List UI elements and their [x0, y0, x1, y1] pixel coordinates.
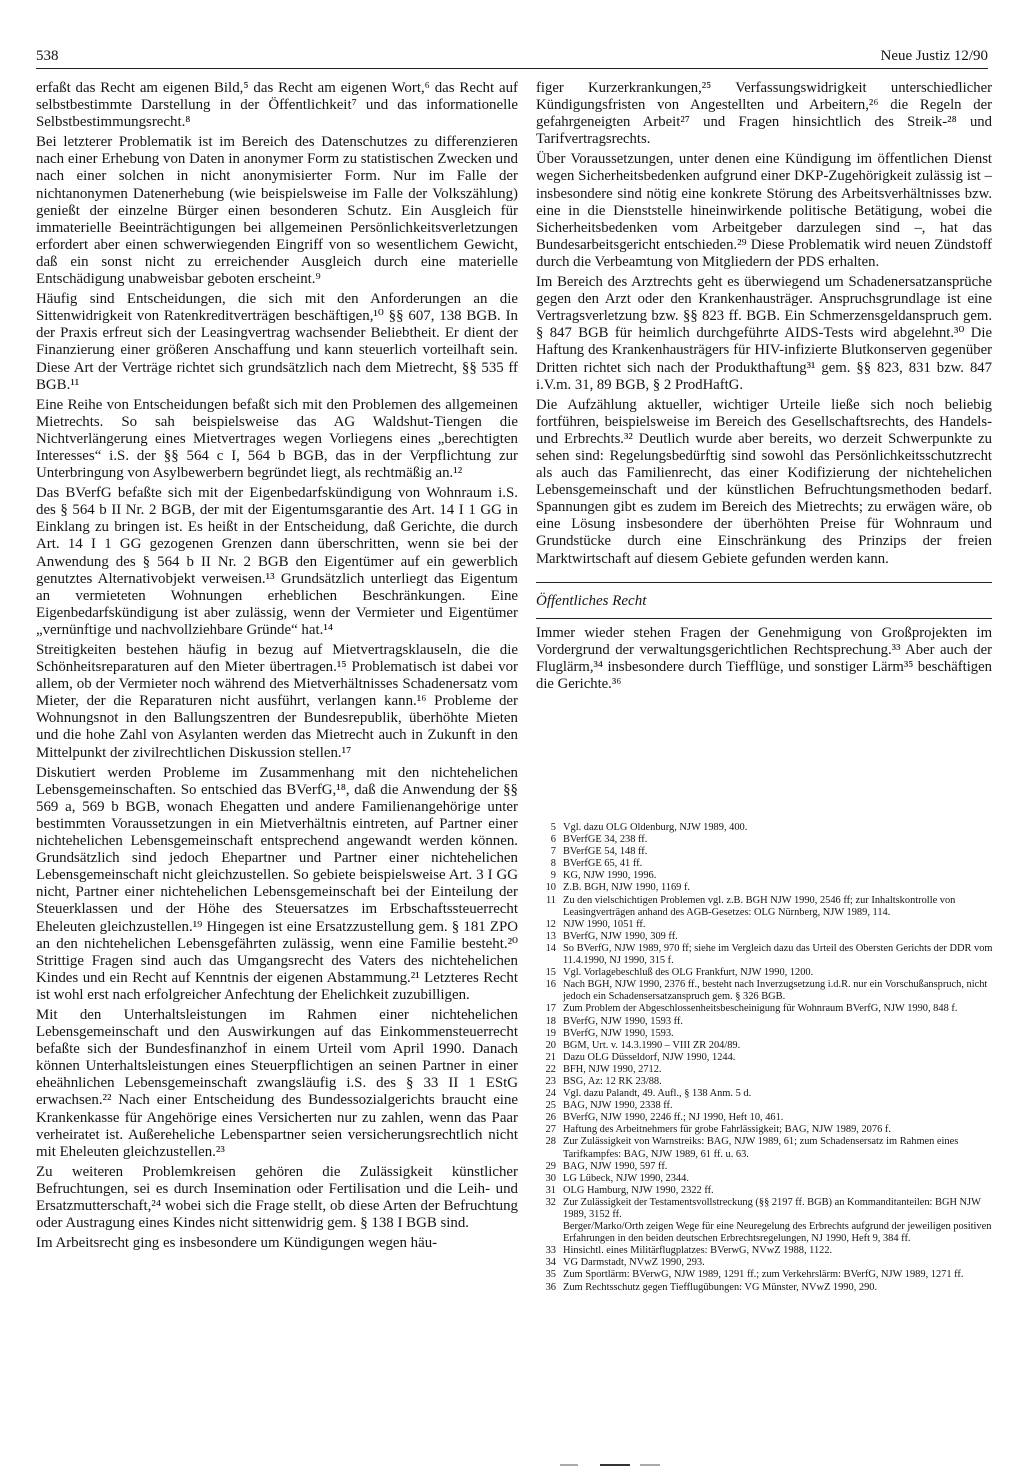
footnote-number: 15	[545, 967, 556, 979]
footnote	[536, 1257, 996, 1269]
footnote	[536, 858, 996, 870]
right-column	[536, 80, 992, 696]
footnote-text: BSG, Az: 12 RK 23/88.	[563, 1075, 662, 1087]
footnote-number: 19	[545, 1027, 556, 1039]
footnote	[536, 1173, 996, 1185]
footnote-text: Vgl. Vorlagebeschluß des OLG Frankfurt, NJW 1990, 1200.	[563, 967, 814, 979]
footnote-text: Zum Problem der Abgeschlossenheitsbescheinigung für Wohnraum BVerfG, NJW 1990, 848 f.	[563, 1003, 958, 1015]
footnote-text: LG Lübeck, NJW 1990, 2344.	[563, 1172, 689, 1184]
footnote	[536, 1040, 996, 1052]
footnote-number: 7	[550, 846, 556, 858]
footnote-text: BFH, NJW 1990, 2712.	[563, 1063, 662, 1075]
footnote-number: 6	[550, 834, 556, 846]
footnote-number: 11	[545, 894, 556, 906]
paragraph: Bei letzterer Problematik ist im Bereich des Datenschutzes zu differenzieren nach einer Erhebung von Daten in anonymer Form zu statistischen Zwecken und nach einer solchen in nicht anonymisierter Form. Nur im Falle der nichtanonymen Datenerhebung (wie beispielsweise im Falle der Volkszählung) genießt der einzelne Bürger einen besonderen Schutz. Ein Ausgleich für immaterielle Beeinträchtigungen bei allgemeinen Persönlichkeitsverletzungen erfordert aber einen schwerwiegenden Eingriff von so wesentlichem Gewicht, daß ein sonst nicht zu erreichender Ausgleich durch eine materielle Entschädigung unabweisbar geboten erscheint.⁹	[36, 134, 518, 288]
footnote-number: 36	[545, 1281, 556, 1293]
footnote-number: 32	[545, 1196, 556, 1208]
footnote-text: BVerfG, NJW 1990, 1593 ff.	[563, 1015, 683, 1027]
footnote	[536, 967, 996, 979]
footnote	[536, 1028, 996, 1040]
footnote	[536, 931, 996, 943]
paragraph: Zu weiteren Problemkreisen gehören die Zulässigkeit künstlicher Befruchtungen, sei es durch Insemination oder Fertilisation und die Leih- und Ersatzmutterschaft,²⁴ wobei sich die Frage stellt, ob diese Arten der Befruchtung oder Austragung eines Kindes nicht sittenwidrig gem. § 138 I BGB sind.	[36, 1163, 518, 1232]
footnote-number: 31	[545, 1184, 556, 1196]
paragraph: Streitigkeiten bestehen häufig in bezug auf Mietvertragsklauseln, die die Schönheitsreparaturen auf den Mieter übertragen.¹⁵ Problematisch ist dabei vor allem, ob der Vermieter noch während des Mietverhältnisses Schadenersatz vom Mieter, der die Reparaturen nicht ausführt, verlangen kann.¹⁶ Probleme der Wohnungsnot in den Ballungszentren der Bundesrepublik, überhöhte Mieten und die hohe Zahl von Asylanten werden das Mietrecht auch in Zukunft in den Mittelpunkt der zivilrechtlichen Diskussion stellen.¹⁷	[36, 642, 518, 761]
paragraph: erfaßt das Recht am eigenen Bild,⁵ das Recht am eigenen Wort,⁶ das Recht auf selbstbestimmte Darstellung in der Öffentlichkeit⁷ und das informationelle Selbstbestimmungsrecht.⁸	[36, 80, 518, 131]
footnote	[536, 1185, 996, 1197]
footnote	[536, 822, 996, 834]
footnote-text: BVerfG, NJW 1990, 1593.	[563, 1027, 674, 1039]
footnote-number: 34	[545, 1257, 556, 1269]
footnote-number: 27	[545, 1124, 556, 1136]
footnote-number: 18	[545, 1015, 556, 1027]
footnote	[536, 1161, 996, 1173]
footnote-number: 9	[550, 870, 556, 882]
footnote	[536, 1052, 996, 1064]
footnote-number: 26	[545, 1112, 556, 1124]
footnote-text: BVerfGE 34, 238 ff.	[563, 834, 648, 846]
footnote	[536, 1221, 996, 1245]
footnote-number: 29	[545, 1160, 556, 1172]
section-heading: Öffentliches Recht	[536, 593, 992, 619]
footnote-number: 22	[545, 1063, 556, 1075]
footnote-number: 30	[545, 1172, 556, 1184]
footnote-number: 5	[550, 822, 556, 833]
footnote-text: Vgl. dazu OLG Oldenburg, NJW 1989, 400.	[563, 822, 748, 833]
footnote-number: 16	[545, 979, 556, 991]
footnote	[536, 1064, 996, 1076]
footnote-text: Nach BGH, NJW 1990, 2376 ff., besteht nach Inverzugsetzung i.d.R. nur ein Vorschußanspruch, nicht jedoch ein Schadensersatzanspruch gem. § 326 BGB.	[563, 979, 988, 1003]
footnote	[536, 1088, 996, 1100]
footnote-text: BAG, NJW 1990, 2338 ff.	[563, 1100, 673, 1112]
footnote-number: 12	[545, 918, 556, 930]
footnote	[536, 846, 996, 858]
footnote-number: 13	[545, 930, 556, 942]
footnote-text: Zur Zulässigkeit von Warnstreiks: BAG, NJW 1989, 61; zum Schadensersatz im Rahmen eines Tarifkampfes: BAG, NJW 1989, 61 ff. u. 63.	[563, 1136, 959, 1160]
footnote-text: NJW 1990, 1051 ff.	[563, 918, 646, 930]
footnote	[536, 1124, 996, 1136]
footnote-number: 17	[545, 1003, 556, 1015]
footnote-number: 25	[545, 1100, 556, 1112]
paragraph: figer Kurzerkrankungen,²⁵ Verfassungswidrigkeit unterschiedlicher Kündigungsfristen von Angestellten und Arbeitern,²⁶ die Regeln der gefahrgeneigten Arbeit²⁷ und Fragen hinsichtlich des Streik-²⁸ und Tarifvertragsrechts.	[536, 80, 992, 148]
footnotes	[536, 822, 996, 1294]
paragraph: Die Aufzählung aktueller, wichtiger Urteile ließe sich noch beliebig fortführen, beispielsweise im Bereich des Gesellschaftsrechts, des Handels- und Erbrechts.³² Deutlich wurde aber bereits, wo derzeit Schwerpunkte zu sehen sind: Regelungsbedürftig sind sowohl das Persönlichkeitsschutzrecht als auch das Familienrecht, das einer Kodifizierung der nichtehelichen Lebensgemeinschaft und der künstlichen Befruchtungsmethoden bedarf. Spannungen gibt es zudem im Bereich des Mietrechts; zu erwägen wäre, ob eine Lösung insbesondere der überhöhten Preise für Wohnraum und Grundstücke durch eine Einschränkung des Prinzips der freien Marktwirtschaft auf diesem Gebiete gefunden werden kann.	[536, 396, 992, 567]
footnote-text: VG Darmstadt, NVwZ 1990, 293.	[563, 1257, 705, 1269]
section-divider	[536, 582, 992, 583]
footnote-number: 33	[545, 1245, 556, 1257]
footnote-text: BVerfG, NJW 1990, 309 ff.	[563, 930, 678, 942]
paragraph: Mit den Unterhaltsleistungen im Rahmen einer nichtehelichen Lebensgemeinschaft und den Auswirkungen auf das Einkommensteuerrecht befaßte sich der Bundesfinanzhof in einem Urteil vom April 1990. Danach können Unterhaltsleistungen eines Steuerpflichtigen an seinen Partner in einer eheähnlichen Lebensgemeinschaft zwangsläufig i.S. des § 33 II 1 EStG erwachsen.²² Nach einer Entscheidung des Bundessozialgerichts braucht eine Krankenkasse für Angehörige eines Versicherten nur zu zahlen, wenn das Paar verheiratet ist. Außereheliche Lebenspartner seien versicherungsrechtlich nicht mit Eheleuten gleichzustellen.²³	[36, 1006, 518, 1160]
footnote-number: 23	[545, 1075, 556, 1087]
footnote-text: Z.B. BGH, NJW 1990, 1169 f.	[563, 882, 690, 894]
footnote-text: BAG, NJW 1990, 597 ff.	[563, 1160, 668, 1172]
paragraph: Im Bereich des Arztrechts geht es überwiegend um Schadenersatzansprüche gegen den Arzt oder den Krankenhausträger. Anspruchsgrundlage ist eine Vertragsverletzung bzw. §§ 823 ff. BGB. Ein Schmerzensgeldanspruch gem. § 847 BGB für heimlich durchgeführte AIDS-Tests wird abgelehnt.³⁰ Die Haftung des Krankenhausträgers für HIV-infizierte Blutkonserven gegenüber Dritten richtet sich nach der Produkthaftung³¹ gem. §§ 823, 831 bzw. 847 i.V.m. 31, 89 BGB, § 2 ProdHaftG.	[536, 274, 992, 393]
paragraph: Immer wieder stehen Fragen der Genehmigung von Großprojekten im Vordergrund der verwaltungsgerichtlichen Rechtsprechung.³³ Aber auch der Fluglärm,³⁴ insbesondere durch Tiefflüge, und sonstiger Lärm³⁵ beschäftigen die Gerichte.³⁶	[536, 624, 992, 692]
paragraph: Diskutiert werden Probleme im Zusammenhang mit den nichtehelichen Lebensgemeinschaften. So entschied das BVerfG,¹⁸, daß die Anwendung der §§ 569 a, 569 b BGB, wonach Ehegatten und andere Familienangehörige unter bestimmten Voraussetzungen in ein Mietverhältnis eintreten, auf Partner einer nichtehelichen Lebensgemeinschaft entsprechend angewandt werden können. Grundsätzlich sind jedoch Ehepartner und Partner einer nichtehelichen Lebensgemeinschaft nicht gleichzustellen. So gebiete beispielsweise Art. 3 I GG nicht, Partner einer nichtehelichen Lebensgemeinschaft bei der Einteilung der Steuerklassen und der Höhe des Steuersatzes im Erbschaftssteuerrecht Eheleuten gleichzustellen.¹⁹ Hingegen ist eine Ersatzzustellung gem. § 181 ZPO an den nichtehelichen Lebensgefährten zulässig, wenn eine Familie besteht.²⁰ Strittige Fragen sind auch das Umgangsrecht des Vaters des nichtehelichen Kindes und ein Recht auf Kenntnis der eigenen Abstammung.²¹ Letzteres Recht ist wohl erst nach erfolgreicher Anfechtung der Ehelichkeit zuzubilligen.	[36, 764, 518, 1003]
print-mark	[560, 1462, 680, 1468]
footnote-text: BGM, Urt. v. 14.3.1990 – VIII ZR 204/89.	[563, 1039, 741, 1051]
footnote	[536, 1136, 996, 1160]
footnote	[536, 1197, 996, 1221]
footnote	[536, 919, 996, 931]
paragraph: Über Voraussetzungen, unter denen eine Kündigung im öffentlichen Dienst wegen Sicherheitsbedenken aufgrund einer DKP-Zugehörigkeit zulässig ist – insbesondere sind nötig eine konkrete Störung des Arbeitsverhältnisses bzw. eine in die Dienststelle hineinwirkende politische Betätigung, wobei die Sicherheitsbedenken vom Arbeitgeber darzulegen sind –, hat das Bundesarbeitsgericht entschieden.²⁹ Diese Problematik wird neuen Zündstoff durch die Verbeamtung von Mitgliedern der PDS erhalten.	[536, 151, 992, 270]
footnote-number: 28	[545, 1136, 556, 1148]
footnote-number	[536, 1221, 563, 1245]
footnote	[536, 870, 996, 882]
footnote-text: BVerfG, NJW 1990, 2246 ff.; NJ 1990, Heft 10, 461.	[563, 1112, 784, 1124]
footnote-text: KG, NJW 1990, 1996.	[563, 870, 657, 882]
footnote-number: 20	[545, 1039, 556, 1051]
footnote-text: Zum Rechtsschutz gegen Tiefflugübungen: VG Münster, NVwZ 1990, 290.	[563, 1281, 878, 1293]
footnote	[536, 943, 996, 967]
paragraph: Häufig sind Entscheidungen, die sich mit den Anforderungen an die Sittenwidrigkeit von Ratenkreditverträgen beschäftigen,¹⁰ §§ 607, 138 BGB. In der Praxis erfreut sich der Leasingvertrag wachsender Beliebtheit. Er dient der Finanzierung einer größeren Anschaffung und kann steuerlich vorteilhaft sein. Diese Art der Verträge richtet sich grundsätzlich nach dem Mietrecht, §§ 535 ff BGB.¹¹	[36, 291, 518, 393]
paragraph: Eine Reihe von Entscheidungen befaßt sich mit den Problemen des allgemeinen Mietrechts. So sah beispielsweise das AG Waldshut-Tiengen die Nichtverlängerung eines Mietvertrages wegen Vorliegens eines „berechtigten Interesses“ i.S. der §§ 564 c I, 564 b BGB, das in der Verpflichtung zur Unterbringung von Asylbewerbern begründet liegt, als rechtmäßig an.¹²	[36, 396, 518, 482]
footnote	[536, 1003, 996, 1015]
footnote-text: Zum Sportlärm: BVerwG, NJW 1989, 1291 ff.; zum Verkehrslärm: BVerfG, NJW 1989, 1271 ff.	[563, 1269, 964, 1281]
footnote-number: 24	[545, 1088, 556, 1100]
footnote	[536, 895, 996, 919]
paragraph: Das BVerfG befaßte sich mit der Eigenbedarfskündigung von Wohnraum i.S. des § 564 b II Nr. 2 BGB, der mit der Eigentumsgarantie des Art. 14 I 1 GG in Einklang zu bringen ist. Es heißt in der Entscheidung, daß Gerichte, die durch Art. 14 I 1 GG gezogenen Grenzen dann überschritten, wenn sie bei der Anwendung des § 564 b II Nr. 2 BGB den Eigentümer auf ein gewerblich genutztes Alternativobjekt verweisen.¹³ Grundsätzlich unterliegt das Eigentum an vermieteten Wohnungen erheblichen Beschränkungen. Eine Eigenbedarfskündigung ist aber zulässig, wenn der Vermieter und Eigentümer „vernünftige und nachvollziehbare Gründe“ hat.¹⁴	[36, 485, 518, 638]
footnote-text: BVerfGE 54, 148 ff.	[563, 846, 648, 858]
footnote-number: 8	[550, 858, 556, 870]
journal-issue: Neue Justiz 12/90	[880, 48, 988, 64]
page-number: 538	[36, 48, 59, 64]
left-column	[36, 80, 518, 1255]
footnote	[536, 1245, 996, 1257]
footnote	[536, 1076, 996, 1088]
paragraph: Im Arbeitsrecht ging es insbesondere um Kündigungen wegen häu-	[36, 1235, 438, 1252]
footnote-text: Vgl. dazu Palandt, 49. Aufl., § 138 Anm. 5 d.	[563, 1088, 752, 1100]
footnote	[536, 834, 996, 846]
footnote-text: BVerfGE 65, 41 ff.	[563, 858, 643, 870]
footnote-text: Hinsichtl. eines Militärflugplatzes: BVerwG, NVwZ 1988, 1122.	[563, 1245, 833, 1257]
footnote	[536, 1100, 996, 1112]
footnote-text: Haftung des Arbeitnehmers für grobe Fahrlässigkeit; BAG, NJW 1989, 2076 f.	[563, 1124, 891, 1136]
footnote	[536, 1112, 996, 1124]
footnote-number: 14	[545, 942, 556, 954]
footnote-text: So BVerfG, NJW 1989, 970 ff; siehe im Vergleich dazu das Urteil des Obersten Gerichts der DDR vom 11.4.1990, NJ 1990, 315 f.	[563, 942, 993, 967]
footnote	[536, 979, 996, 1003]
footnote-number: 21	[545, 1051, 556, 1063]
footnote	[536, 1269, 996, 1281]
footnote-text: Berger/Marko/Orth zeigen Wege für eine Neuregelung des Erbrechts aufgrund der jeweiligen positiven Erfahrungen in den beiden deutschen Erbrechtsregelungen, NJ 1990, Heft 9, 384 ff.	[563, 1221, 992, 1245]
footnote	[536, 1016, 996, 1028]
footnote-number: 10	[545, 882, 556, 894]
footnote-number: 35	[545, 1269, 556, 1281]
footnote-text: Zur Zulässigkeit der Testamentsvollstreckung (§§ 2197 ff. BGB) an Kommanditanteilen: BGH NJW 1989, 3152 ff.	[563, 1196, 981, 1220]
footnote-text: Dazu OLG Düsseldorf, NJW 1990, 1244.	[563, 1051, 736, 1063]
footnote-text: OLG Hamburg, NJW 1990, 2322 ff.	[563, 1184, 714, 1196]
page-header	[36, 48, 988, 69]
footnote	[536, 1282, 996, 1294]
footnote-text: Zu den vielschichtigen Problemen vgl. z.B. BGH NJW 1990, 2546 ff; zur Inhaltskontrolle von Leasingverträgen anhand des AGB-Gesetzes: OLG Nürnberg, NJW 1989, 114.	[563, 894, 956, 918]
footnote	[536, 882, 996, 894]
